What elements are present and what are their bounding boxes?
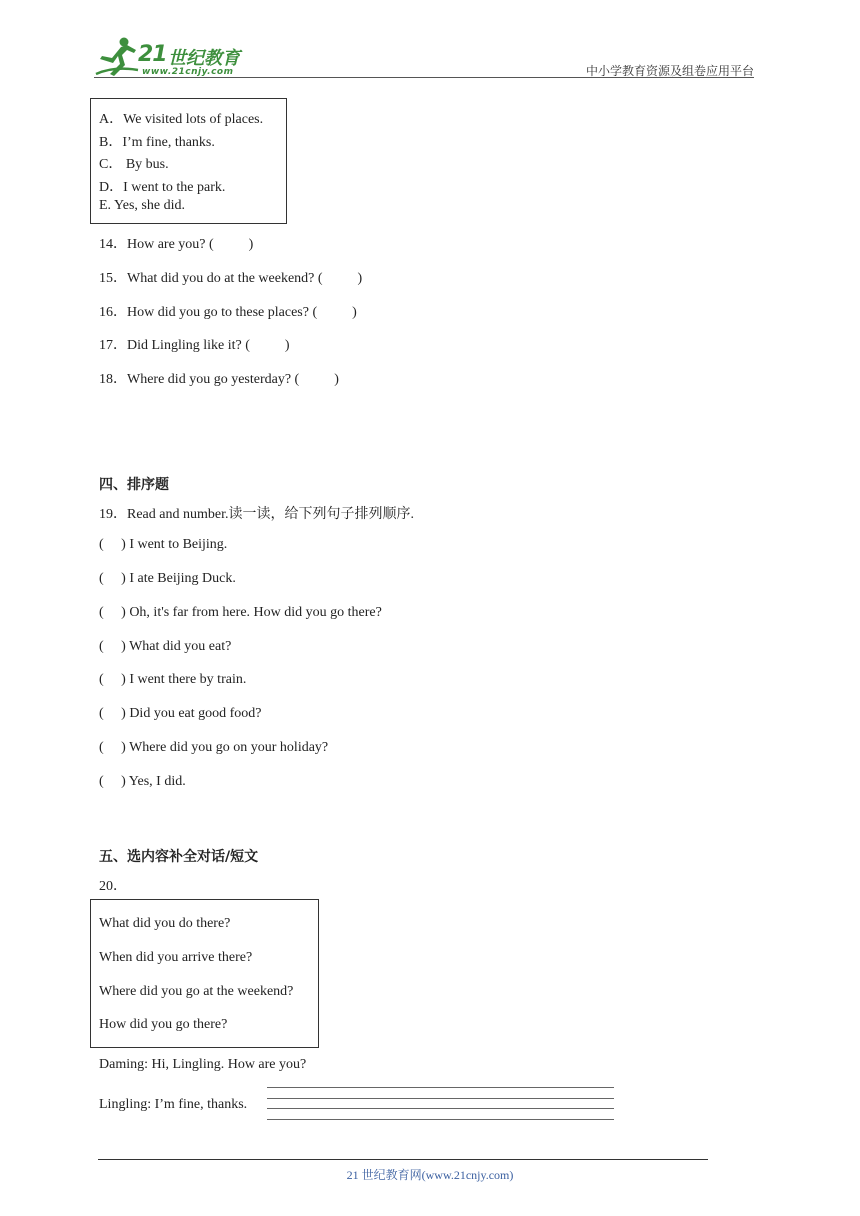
logo-url: www.21cnjy.com: [142, 67, 234, 77]
question-19: 19．Read and number.读一读，给下列句子排列顺序.: [99, 507, 414, 522]
ordering-item: ( ) Where did you go on your holiday?: [99, 740, 329, 755]
option-b: B．I’m fine, thanks.: [99, 135, 215, 150]
answer-blank-line[interactable]: [267, 1108, 614, 1109]
footer-link[interactable]: 21 世纪教育网(www.21cnjy.com): [346, 1168, 514, 1182]
question-16: 16．How did you go to these places? ( ): [99, 305, 357, 320]
ordering-item: ( ) I went there by train.: [99, 672, 247, 687]
answer-blank-line[interactable]: [267, 1119, 614, 1120]
ordering-item: ( ) Oh, it's far from here. How did you go there?: [99, 605, 382, 620]
dialogue-option: When did you arrive there?: [99, 950, 253, 965]
question-17: 17．Did Lingling like it? ( ): [99, 338, 290, 353]
question-14: 14．How are you? ( ): [99, 237, 254, 252]
logo-brand: 世纪教育: [168, 48, 240, 69]
section-5-title: 五、选内容补全对话/短文: [99, 849, 259, 865]
option-c: C． By bus.: [99, 157, 169, 172]
ordering-item: ( ) I went to Beijing.: [99, 537, 228, 552]
ordering-item: ( ) I ate Beijing Duck.: [99, 571, 236, 586]
option-e: E. Yes, she did.: [99, 198, 185, 213]
dialogue-option: How did you go there?: [99, 1017, 228, 1032]
header-divider: [94, 77, 754, 78]
option-d: D．I went to the park.: [99, 180, 226, 195]
question-15: 15．What did you do at the weekend? ( ): [99, 271, 363, 286]
section-4-title: 四、排序题: [99, 477, 169, 493]
dialogue-option: What did you do there?: [99, 916, 231, 931]
dialogue-line-daming: Daming: Hi, Lingling. How are you?: [99, 1057, 307, 1072]
runner-logo-icon: [94, 36, 140, 80]
dialogue-option: Where did you go at the weekend?: [99, 984, 294, 999]
option-a: A．We visited lots of places.: [99, 112, 264, 127]
ordering-item: ( ) What did you eat?: [99, 639, 232, 654]
site-logo: [94, 36, 264, 80]
ordering-item: ( ) Did you eat good food?: [99, 706, 262, 721]
answer-blank-line[interactable]: [267, 1098, 614, 1099]
question-20-number: 20．: [99, 879, 127, 894]
header-platform-text: 中小学教育资源及组卷应用平台: [585, 64, 754, 78]
answer-blank-line[interactable]: [267, 1087, 614, 1088]
logo-number: 21: [138, 42, 167, 67]
question-18: 18．Where did you go yesterday? ( ): [99, 372, 339, 387]
footer-divider: [98, 1159, 708, 1160]
dialogue-line-lingling: Lingling: I’m fine, thanks.: [99, 1097, 248, 1112]
ordering-item: ( ) Yes, I did.: [99, 774, 186, 789]
